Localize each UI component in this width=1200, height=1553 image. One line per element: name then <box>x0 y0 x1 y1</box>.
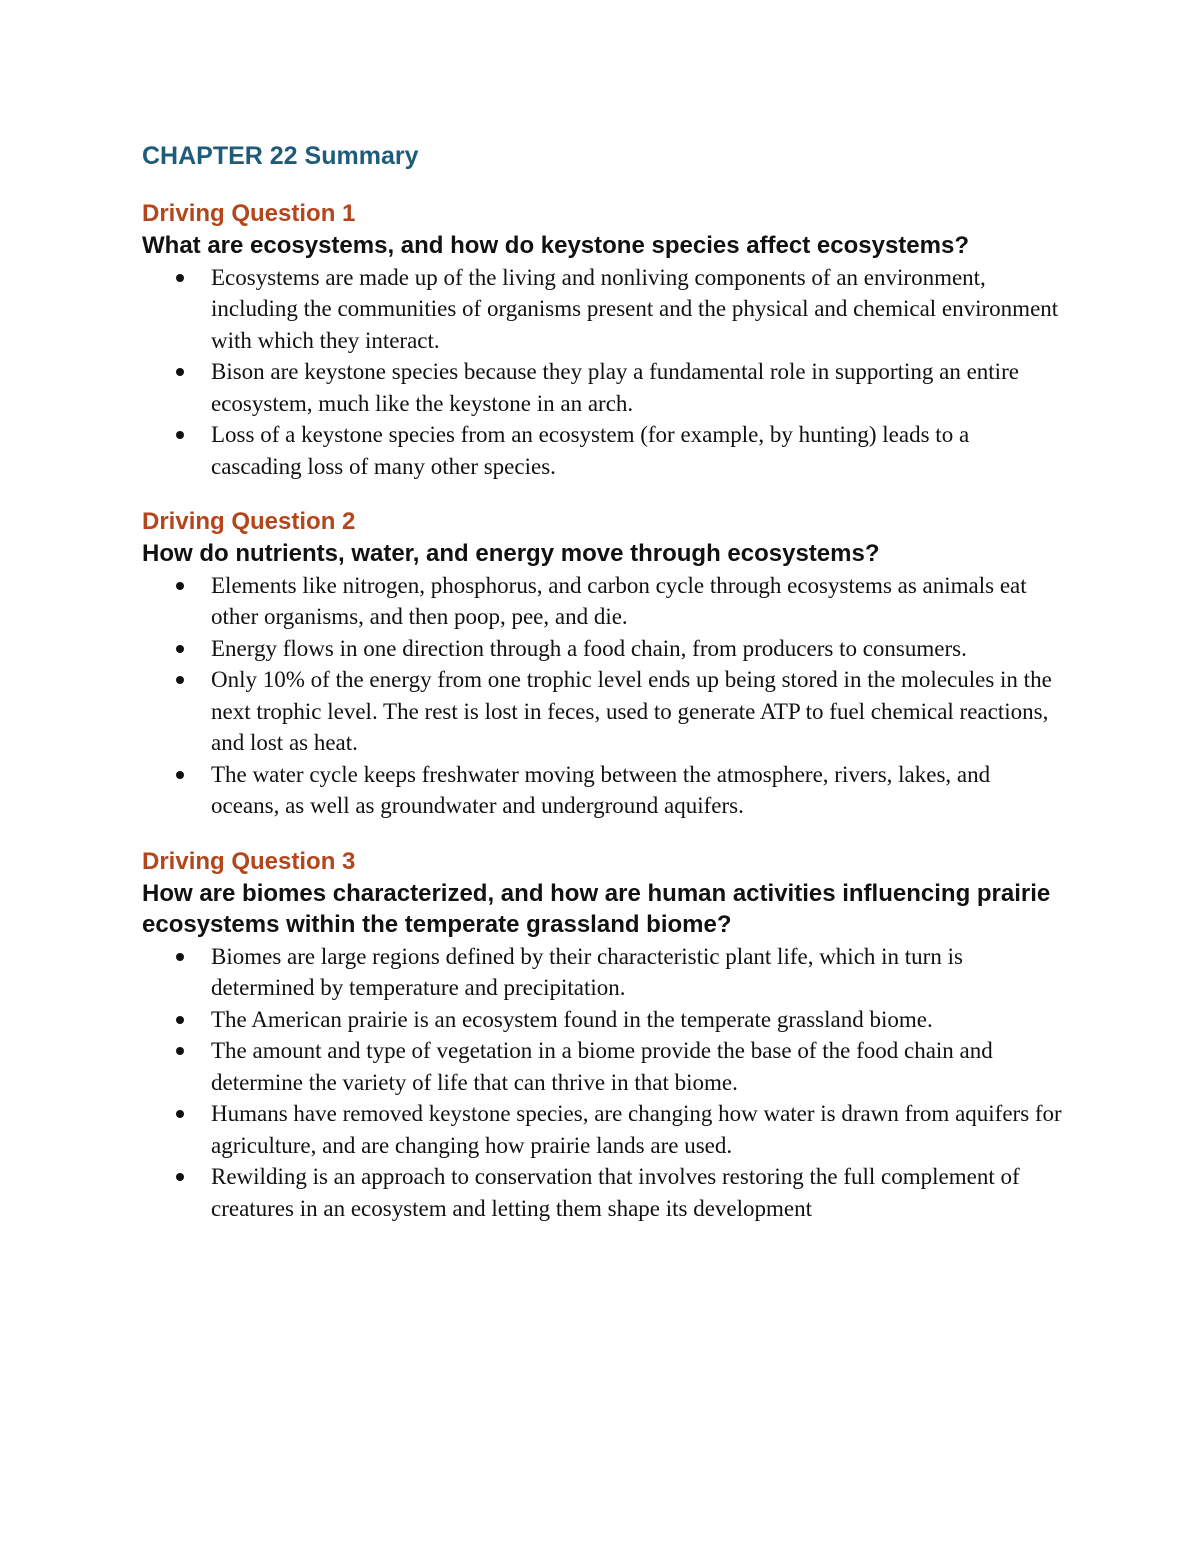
bullet-text: Loss of a keystone species from an ecosystem (for example, by hunting) leads to a cascading loss of many other species. <box>211 422 970 479</box>
driving-question-text: How are biomes characterized, and how are human activities influencing prairie ecosystems within the temperate grassland biome? <box>142 879 1051 938</box>
bullet-icon <box>176 1173 184 1181</box>
bullet-list <box>142 570 1062 822</box>
list-item <box>142 633 1062 665</box>
driving-question-section-1 <box>142 198 1062 482</box>
list-item <box>142 262 1062 357</box>
bullet-icon <box>176 274 184 282</box>
bullet-icon <box>176 771 184 779</box>
list-item <box>142 570 1062 633</box>
bullet-text: The amount and type of vegetation in a biome provide the base of the food chain and determine the variety of life that can thrive in that biome. <box>211 1038 993 1095</box>
chapter-title: CHAPTER 22 Summary <box>142 142 419 170</box>
list-item <box>142 1161 1062 1224</box>
bullet-text: Humans have removed keystone species, are changing how water is drawn from aquifers for agriculture, and are changing how prairie lands are used. <box>211 1101 1062 1158</box>
bullet-icon <box>176 1047 184 1055</box>
bullet-list <box>142 262 1062 483</box>
list-item <box>142 356 1062 419</box>
driving-question-section-3 <box>142 846 1062 1225</box>
document-content <box>142 139 1062 1248</box>
driving-question-label: Driving Question 2 <box>142 508 356 535</box>
bullet-text: Rewilding is an approach to conservation that involves restoring the full complement of creatures in an ecosystem and letting them shape its development <box>211 1164 1020 1221</box>
bullet-text: The American prairie is an ecosystem found in the temperate grassland biome. <box>211 1006 933 1032</box>
driving-question-section-2 <box>142 506 1062 822</box>
list-item <box>142 941 1062 1004</box>
bullet-text: Elements like nitrogen, phosphorus, and carbon cycle through ecosystems as animals eat other organisms, and then poop, pee, and die. <box>211 572 1027 629</box>
list-item <box>142 664 1062 759</box>
list-item <box>142 419 1062 482</box>
driving-question-text: How do nutrients, water, and energy move through ecosystems? <box>142 540 880 567</box>
bullet-icon <box>176 953 184 961</box>
list-item <box>142 1035 1062 1098</box>
bullet-text: Biomes are large regions defined by their characteristic plant life, which in turn is determined by temperature and precipitation. <box>211 943 963 1000</box>
bullet-list <box>142 941 1062 1225</box>
bullet-icon <box>176 645 184 653</box>
sections-container <box>142 198 1062 1224</box>
driving-question-label: Driving Question 1 <box>142 200 356 227</box>
list-item <box>142 1098 1062 1161</box>
bullet-icon <box>176 1016 184 1024</box>
driving-question-text: What are ecosystems, and how do keystone species affect ecosystems? <box>142 232 969 259</box>
driving-question-label: Driving Question 3 <box>142 847 356 875</box>
bullet-icon <box>176 368 184 376</box>
bullet-text: The water cycle keeps freshwater moving between the atmosphere, rivers, lakes, and oceans, as well as groundwater and underground aquifers. <box>211 761 991 818</box>
bullet-icon <box>176 431 184 439</box>
bullet-icon <box>176 1110 184 1118</box>
list-item <box>142 759 1062 822</box>
bullet-icon <box>176 582 184 590</box>
bullet-text: Energy flows in one direction through a food chain, from producers to consumers. <box>211 635 967 661</box>
list-item <box>142 1004 1062 1036</box>
bullet-text: Bison are keystone species because they play a fundamental role in supporting an entire ecosystem, much like the keystone in an arch. <box>211 359 1019 416</box>
bullet-text: Ecosystems are made up of the living and nonliving components of an environment, including the communities of organisms present and the physical and chemical environment with which they interact. <box>211 264 1059 353</box>
bullet-text: Only 10% of the energy from one trophic level ends up being stored in the molecules in the next trophic level. The rest is lost in feces, used to generate ATP to fuel chemical reactions, and lost as heat. <box>211 667 1052 755</box>
bullet-icon <box>176 676 184 684</box>
